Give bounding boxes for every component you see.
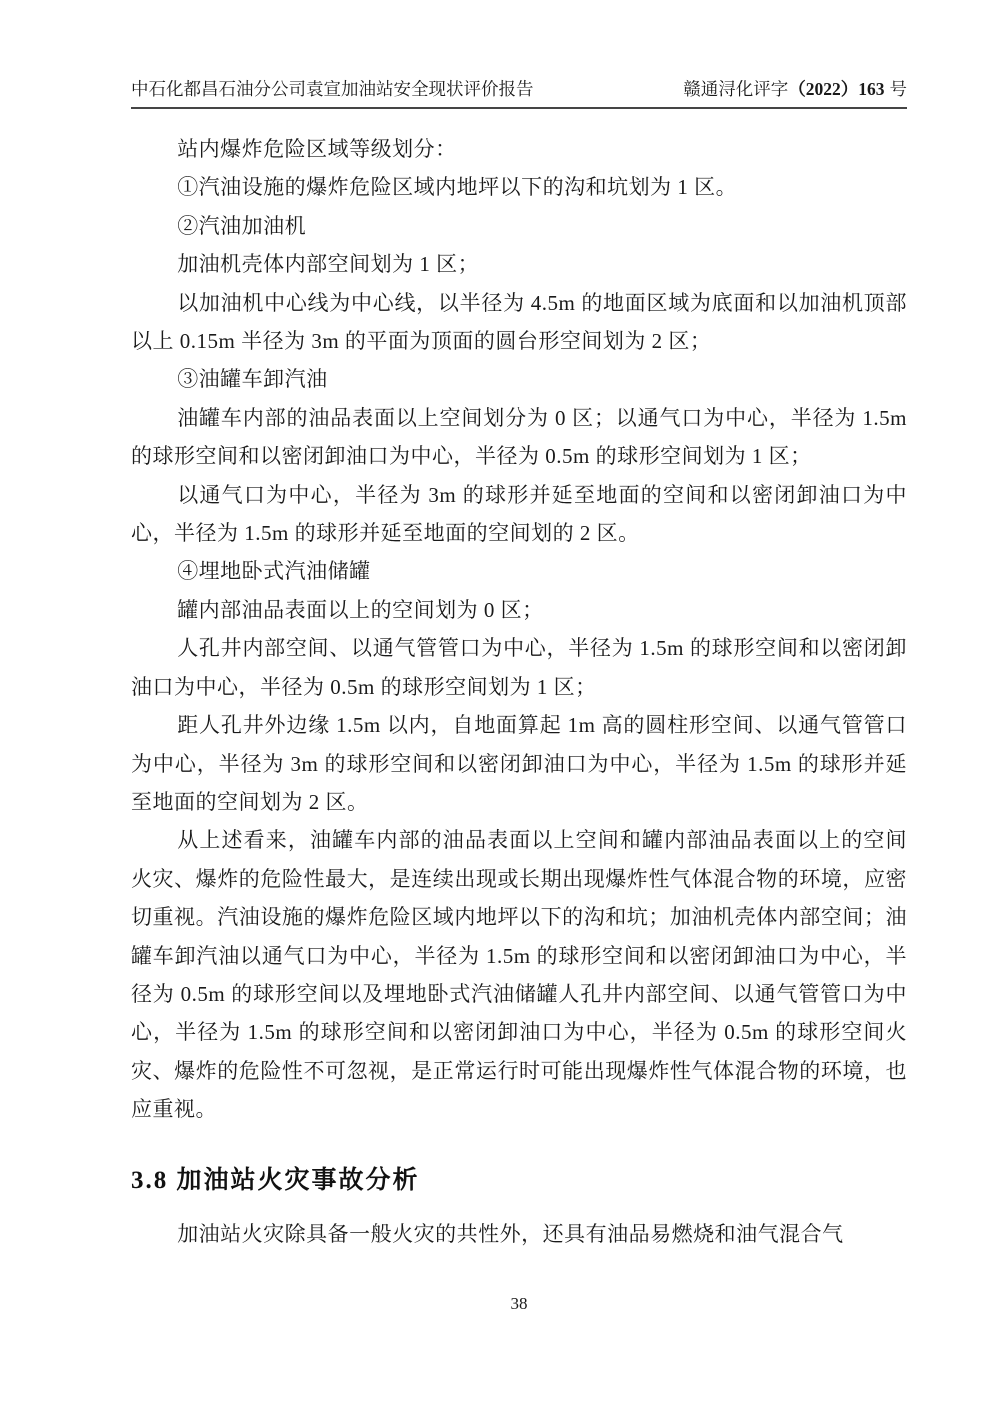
doc-number-value: （2022）163: [788, 79, 885, 99]
paragraph: 距人孔井外边缘 1.5m 以内，自地面算起 1m 高的圆柱形空间、以通气管管口为中心，半径为 3m 的球形空间和以密闭卸油口为中心，半径为 1.5m 的球形并延至地面的空间划为 2 区。: [131, 713, 907, 814]
paragraph: 加油站火灾除具备一般火灾的共性外，还具有油品易燃烧和油气混合气: [177, 1221, 844, 1246]
page-header: [131, 78, 907, 109]
paragraphs-before-heading: [131, 130, 907, 1129]
paragraph: ①汽油设施的爆炸危险区域内地坪以下的沟和坑划为 1 区。: [177, 175, 738, 200]
paragraph: 人孔井内部空间、以通气管管口为中心，半径为 1.5m 的球形空间和以密闭卸油口为中心，半径为 0.5m 的球形空间划为 1 区；: [131, 636, 907, 699]
paragraph: 站内爆炸危险区域等级划分：: [177, 137, 457, 161]
paragraph: 加油机壳体内部空间划为 1 区；: [177, 252, 480, 277]
paragraph: ③油罐车卸汽油: [177, 367, 328, 392]
paragraph: ④埋地卧式汽油储罐: [177, 559, 371, 584]
paragraph: 罐内部油品表面以上的空间划为 0 区；: [177, 597, 544, 622]
paragraph: 油罐车内部的油品表面以上空间划分为 0 区；以通气口为中心，半径为 1.5m 的球形空间和以密闭卸油口为中心，半径为 0.5m 的球形空间划为 1 区；: [131, 405, 907, 469]
paragraph: 以通气口为中心，半径为 3m 的球形并延至地面的空间和以密闭卸油口为中心，半径为 1.5m 的球形并延至地面的空间划的 2 区。: [131, 482, 907, 546]
document-body: [131, 130, 907, 1253]
doc-number-suffix: 号: [889, 79, 907, 99]
doc-number-prefix: 赣通浔化评字: [683, 79, 789, 99]
header-report-title: 中石化都昌石油分公司袁宣加油站安全现状评价报告: [131, 79, 534, 99]
paragraph: 以加油机中心线为中心线，以半径为 4.5m 的地面区域为底面和以加油机顶部以上 0.15m 半径为 3m 的平面为顶面的圆台形空间划为 2 区；: [131, 290, 907, 354]
paragraphs-after-heading: [131, 1215, 907, 1253]
header-doc-number: [683, 78, 907, 100]
page-number: 38: [510, 1294, 528, 1313]
paragraph: ②汽油加油机: [177, 213, 307, 238]
page-footer: [131, 1293, 907, 1315]
paragraph: 从上述看来，油罐车内部的油品表面以上空间和罐内部油品表面以上的空间火灾、爆炸的危险性最大，是连续出现或长期出现爆炸性气体混合物的环境，应密切重视。汽油设施的爆炸危险区域内地坪以下的沟和坑；加油机壳体内部空间；油罐车卸汽油以通气口为中心，半径为 1.5m 的球形空间和以密闭卸油口为中心，半径为 0.5m 的球形空间以及埋地卧式汽油储罐人孔井内部空间、以通气管管口为中心，半径为 1.5m 的球形空间和以密闭卸油口为中心，半径为 0.5m 的球形空间火灾、爆炸的危险性不可忽视，是正常运行时可能出现爆炸性气体混合物的环境，也应重视。: [131, 828, 907, 1122]
section-heading-3-8: 3.8 加油站火灾事故分析: [131, 1166, 420, 1194]
